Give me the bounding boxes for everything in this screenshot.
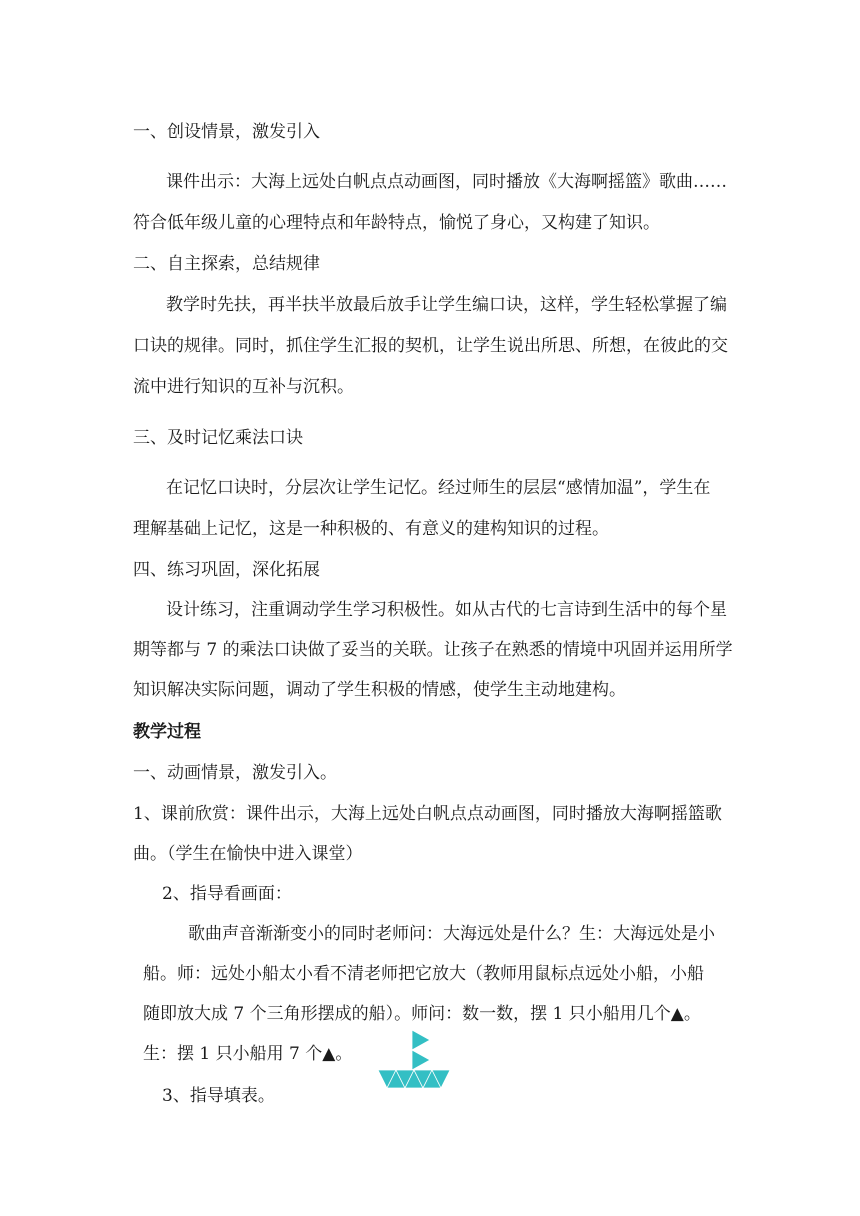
section-2-heading: 二、自主探索，总结规律 xyxy=(133,254,320,274)
process-paragraph-line: 歌曲声音渐渐变小的同时老师问：大海远处是什么？生：大海远处是小 xyxy=(188,924,715,944)
process-paragraph-line: 随即放大成 7 个三角形摆成的船）。师问：数一数，摆 1 只小船用几个▲。 xyxy=(143,1004,701,1024)
section-1-paragraph-line: 符合低年级儿童的心理特点和年龄特点，愉悦了身心，又构建了知识。 xyxy=(133,213,660,233)
process-item-3: 3、指导填表。 xyxy=(162,1086,275,1106)
section-3-heading: 三、及时记忆乘法口诀 xyxy=(133,428,303,448)
process-title: 教学过程 xyxy=(133,722,201,742)
section-1-paragraph-line: 课件出示：大海上远处白帆点点动画图，同时播放《大海啊摇篮》歌曲…… xyxy=(166,172,727,192)
section-2-paragraph-line: 教学时先扶，再半扶半放最后放手让学生编口诀，这样，学生轻松掌握了编 xyxy=(166,295,727,315)
process-item-1-line: 曲。（学生在愉快中进入课堂） xyxy=(133,844,363,864)
section-3-paragraph-line: 在记忆口诀时，分层次让学生记忆。经过师生的层层“感情加温”，学生在 xyxy=(166,478,711,498)
section-3-paragraph-line: 理解基础上记忆，这是一种积极的、有意义的建构知识的过程。 xyxy=(133,519,609,539)
section-4-heading: 四、练习巩固，深化拓展 xyxy=(133,560,320,580)
triangle-boat-illustration xyxy=(378,1030,450,1088)
process-heading-1: 一、动画情景，激发引入。 xyxy=(133,763,337,783)
section-4-paragraph-line: 知识解决实际问题，调动了学生积极的情感，使学生主动地建构。 xyxy=(133,680,626,700)
section-4-paragraph-line: 设计练习，注重调动学生学习积极性。如从古代的七言诗到生活中的每个星 xyxy=(166,600,727,620)
section-2-paragraph-line: 流中进行知识的互补与沉积。 xyxy=(133,377,354,397)
process-item-2: 2、指导看画面： xyxy=(162,884,292,904)
section-4-paragraph-line: 期等都与 7 的乘法口诀做了妥当的关联。让孩子在熟悉的情境中巩固并运用所学 xyxy=(133,640,733,660)
boat-sail-triangle xyxy=(412,1050,430,1070)
section-1-heading: 一、创设情景，激发引入 xyxy=(133,122,320,142)
process-paragraph-line: 生：摆 1 只小船用 7 个▲。 xyxy=(143,1044,353,1064)
process-paragraph-line: 船。师：远处小船太小看不清老师把它放大（教师用鼠标点远处小船，小船 xyxy=(143,964,704,984)
boat-sail-triangle xyxy=(412,1030,430,1050)
section-2-paragraph-line: 口诀的规律。同时，抓住学生汇报的契机，让学生说出所思、所想，在彼此的交 xyxy=(133,336,728,356)
process-item-1-line: 1、课前欣赏：课件出示，大海上远处白帆点点动画图，同时播放大海啊摇篮歌 xyxy=(133,804,722,824)
